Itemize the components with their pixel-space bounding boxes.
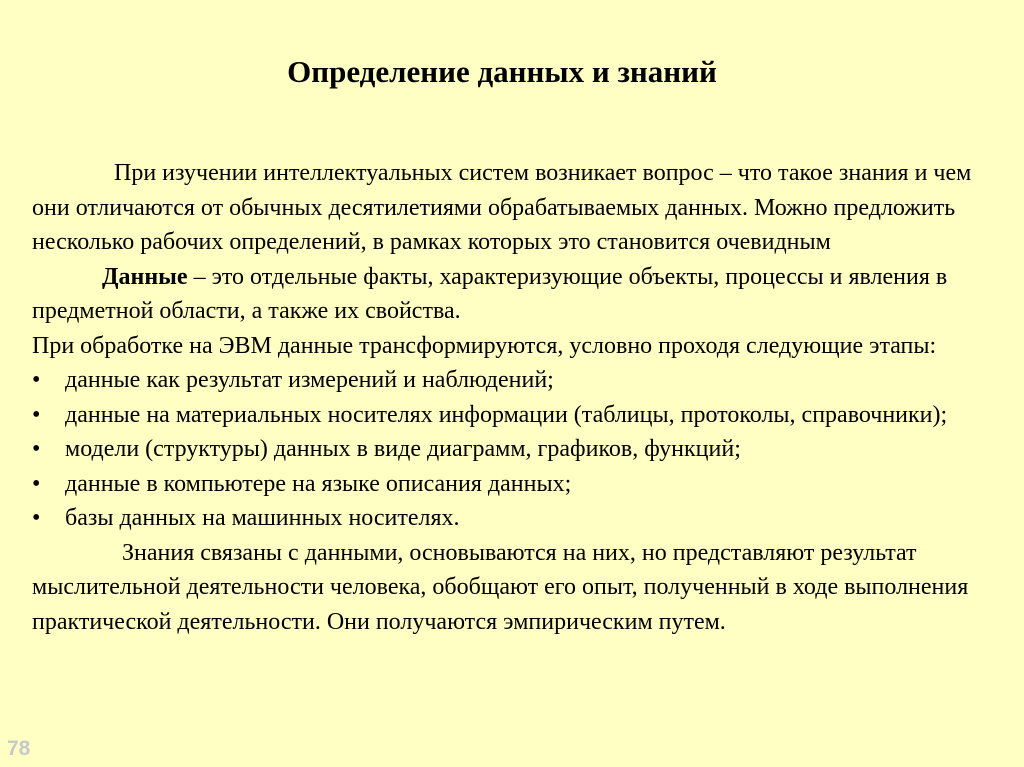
bullet-icon: • <box>32 367 41 393</box>
bullet-icon: • <box>32 401 41 428</box>
list-item <box>32 501 1007 536</box>
bullet-icon: • <box>32 436 41 462</box>
slide-title: Определение данных и знаний <box>287 54 717 89</box>
list-item-text: данные в компьютере на языке описания данных; <box>65 470 572 497</box>
bullet-icon: • <box>32 470 41 497</box>
data-term: Данные <box>102 263 188 290</box>
page-number: 78 <box>7 737 31 760</box>
list-item-text: модели (структуры) данных в виде диаграмм, графиков, функций; <box>65 436 741 462</box>
list-item-text: данные на материальных носителях информации (таблицы, протоколы, справочники); <box>65 401 948 428</box>
list-item-text: данные как результат измерений и наблюдений; <box>65 367 554 393</box>
knowledge-paragraph: Знания связаны с данными, основываются на них, но представляют результат мыслительной деятельности человека, обобщают его опыт, полученный в ходе выполнения практической деятельности. Они получаются эмпирическим путем. <box>32 539 969 635</box>
intro-paragraph: При изучении интеллектуальных систем возникает вопрос – что такое знания и чем они отличаются от обычных десятилетиями обрабатываемых данных. Можно предложить несколько рабочих определений, в рамках которых это становится очевидным <box>32 160 972 255</box>
list-item <box>32 398 1007 433</box>
stages-intro: При обработке на ЭВМ данные трансформируются, условно проходя следующие этапы: <box>32 332 937 359</box>
slide-body <box>32 156 1007 639</box>
list-item-text: базы данных на машинных носителях. <box>65 505 460 531</box>
list-item <box>32 467 1007 502</box>
stages-list <box>32 363 1007 536</box>
list-item <box>32 363 1007 398</box>
bullet-icon: • <box>32 505 41 531</box>
data-definition-text: – это отдельные факты, характеризующие объекты, процессы и явления в предметной области, а также их свойства. <box>32 263 948 324</box>
list-item <box>32 432 1007 467</box>
data-definition-paragraph <box>32 260 1007 329</box>
